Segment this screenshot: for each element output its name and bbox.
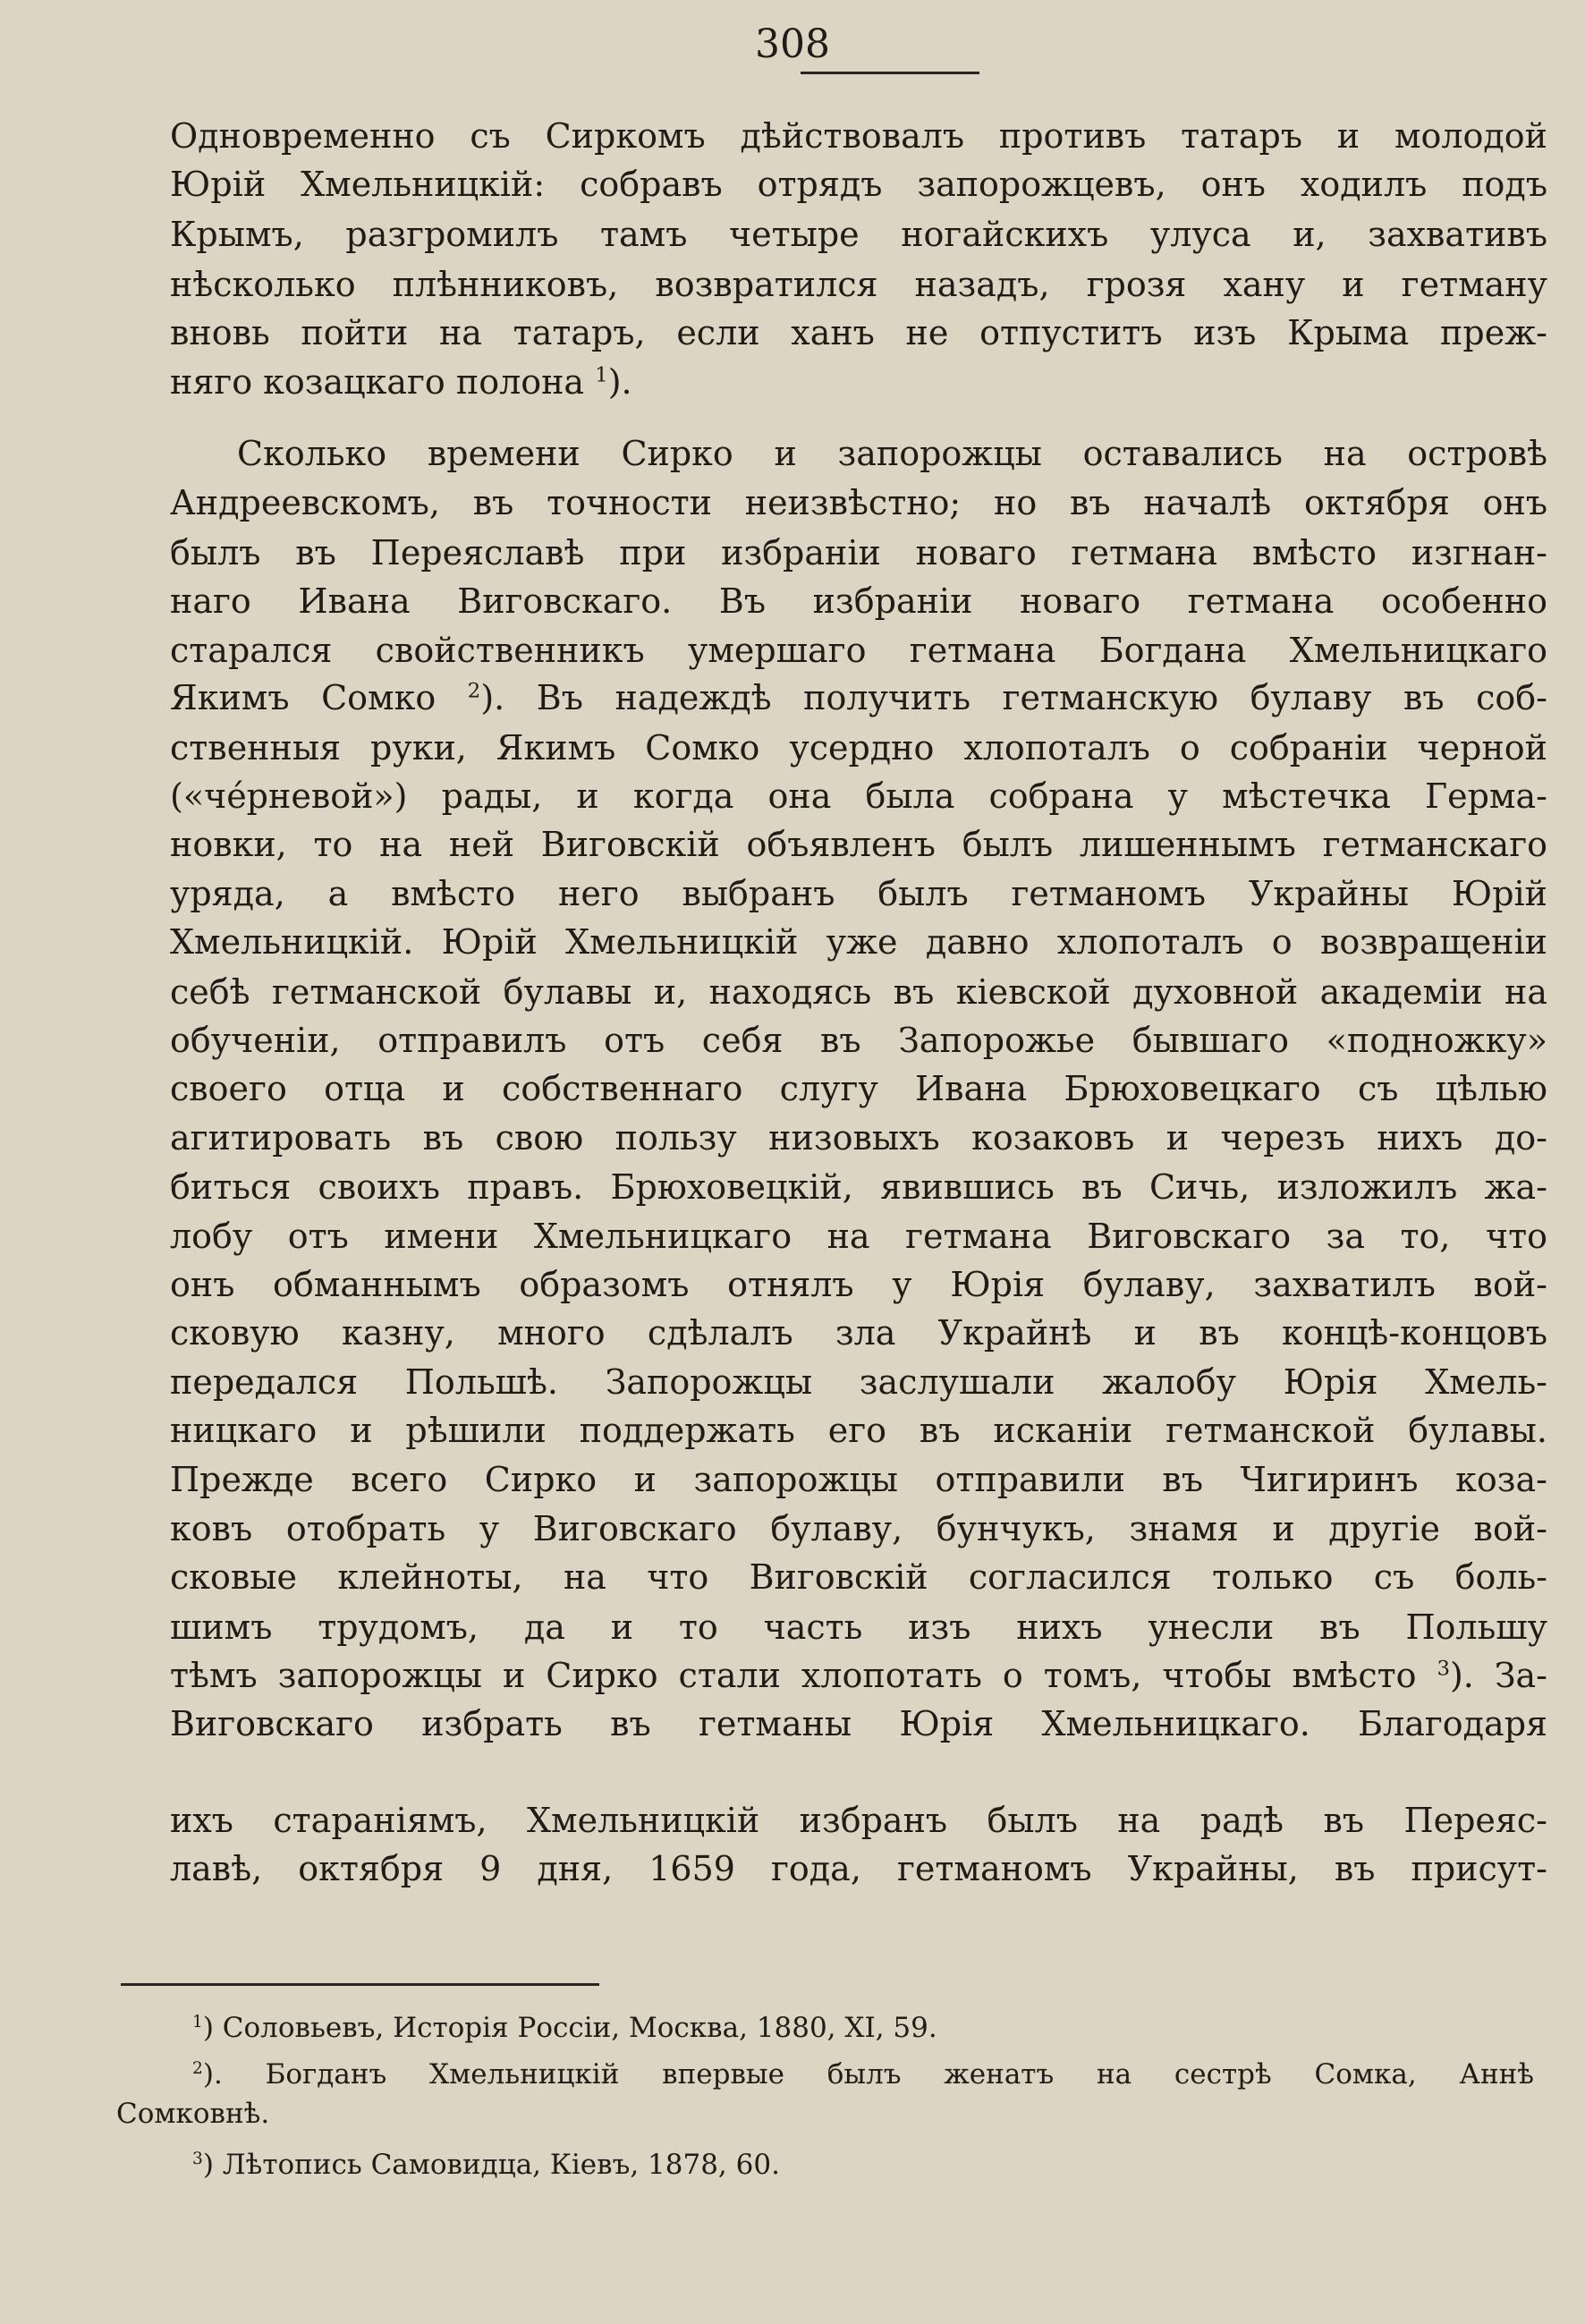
text-segment: ). За-	[1449, 1656, 1547, 1695]
text-line: Хмельницкій. Юрій Хмельницкій уже давно хлопоталъ о возвращеніи	[170, 922, 1547, 962]
footnote-number: 3	[192, 2149, 203, 2168]
text-line: Одновременно съ Сиркомъ дѣйствовалъ противъ татаръ и молодой	[170, 116, 1547, 156]
text-segment: ). Въ надеждѣ получить гетманскую булаву въ соб-	[480, 678, 1547, 717]
text-line: себѣ гетманской булавы и, находясь въ кіевской духовной академіи на	[170, 972, 1547, 1012]
footnote-text: ) Лѣтопись Самовидца, Кіевъ, 1878, 60.	[202, 2149, 780, 2181]
text-line: Прежде всего Сирко и запорожцы отправили въ Чигиринъ коза-	[170, 1460, 1547, 1499]
text-line: передался Польшѣ. Запорожцы заслушали жалобу Юрія Хмель-	[170, 1362, 1547, 1402]
text-line: своего отца и собственнаго слугу Ивана Брюховецкаго съ цѣлью	[170, 1069, 1547, 1108]
footnote-number: 1	[192, 2012, 203, 2031]
text-line: старался свойственникъ умершаго гетмана Богдана Хмельницкаго	[170, 631, 1547, 670]
footnote-number: 2	[192, 2058, 203, 2078]
footnote-rule	[121, 1983, 599, 1986]
text-line: ственныя руки, Якимъ Сомко усердно хлопоталъ о собраніи черной	[170, 728, 1547, 768]
text-line	[170, 674, 1547, 721]
text-line: онъ обманнымъ образомъ отнялъ у Юрія булаву, захватилъ вой-	[170, 1265, 1547, 1304]
text-segment: няго козацкаго полона	[170, 362, 585, 402]
text-line	[170, 1894, 1547, 1940]
page-number: 308	[755, 21, 830, 67]
footnote-ref: 1	[595, 363, 608, 387]
text-line: наго Ивана Виговскаго. Въ избраніи новаго гетмана особенно	[170, 581, 1547, 621]
text-line: биться своихъ правъ. Брюховецкій, явившись въ Сичь, изложилъ жа-	[170, 1167, 1547, 1207]
text-line: ницкаго и рѣшили поддержать его въ исканіи гетманской булавы.	[170, 1411, 1547, 1450]
text-line: уряда, а вмѣсто него выбранъ былъ гетманомъ Украйны Юрій	[170, 874, 1547, 913]
footnote-ref: 2	[467, 679, 481, 703]
text-line: былъ въ Переяславѣ при избраніи новаго гетмана вмѣсто изгнан-	[170, 533, 1547, 573]
footnote-text: ) Соловьевъ, Исторія Россіи, Москва, 1880, XI, 59.	[202, 2012, 937, 2044]
text-segment: Якимъ Сомко	[170, 678, 437, 717]
text-line: Андреевскомъ, въ точности неизвѣстно; но въ началѣ октября онъ	[170, 483, 1547, 522]
text-line: шимъ трудомъ, да и то часть изъ нихъ унесли въ Польшу	[170, 1607, 1547, 1647]
text-segment: тѣмъ запорожцы и Сирко стали хлопотать о томъ, чтобы вмѣсто	[170, 1656, 1417, 1695]
text-line: сковые клейноты, на что Виговскій согласился только съ боль-	[170, 1557, 1547, 1597]
text-line	[170, 359, 1547, 405]
text-line: обученіи, отправилъ отъ себя въ Запорожье бывшаго «подножку»	[170, 1021, 1547, 1060]
footnote-continuation: Сомковнѣ.	[116, 2098, 270, 2130]
text-line: Сколько времени Сирко и запорожцы оставались на островѣ	[237, 434, 1547, 473]
text-segment: ).	[607, 362, 632, 402]
header-rule	[801, 72, 979, 74]
text-line: Виговскаго избрать въ гетманы Юрія Хмельницкаго. Благодаря	[170, 1704, 1547, 1743]
text-line: ихъ стараніямъ, Хмельницкій избранъ былъ на радѣ въ Переяс-	[170, 1801, 1547, 1840]
text-line: нѣсколько плѣнниковъ, возвратился назадъ, грозя хану и гетману	[170, 265, 1547, 304]
footnote-ref: 3	[1437, 1657, 1450, 1681]
text-line: лобу отъ имени Хмельницкаго на гетмана Виговскаго за то, что	[170, 1217, 1547, 1256]
footnote-text: ). Богданъ Хмельницкій впервые былъ женатъ на сестрѣ Сомка, Аннѣ	[202, 2058, 1534, 2091]
text-line: новки, то на ней Виговскій объявленъ былъ лишеннымъ гетманскаго	[170, 825, 1547, 864]
footnote	[192, 2144, 1534, 2185]
footnote	[192, 2007, 1534, 2048]
text-line: Юрій Хмельницкій: собравъ отрядъ запорожцевъ, онъ ходилъ подъ	[170, 165, 1547, 204]
text-line: Крымъ, разгромилъ тамъ четыре ногайскихъ улуса и, захвативъ	[170, 215, 1547, 254]
text-line: сковую казну, много сдѣлалъ зла Украйнѣ и въ концѣ-концовъ	[170, 1313, 1547, 1353]
text-line: ковъ отобрать у Виговскаго булаву, бунчукъ, знамя и другіе вой-	[170, 1509, 1547, 1548]
text-line: («че́рневой») рады, и когда она была собрана у мѣстечка Герма-	[170, 776, 1547, 816]
text-line: вновь пойти на татаръ, если ханъ не отпуститъ изъ Крыма преж-	[170, 313, 1547, 352]
footnote	[192, 2054, 1534, 2095]
text-line	[170, 1652, 1547, 1699]
text-line: агитировать въ свою пользу низовыхъ козаковъ и черезъ нихъ до-	[170, 1118, 1547, 1158]
text-line: лавѣ, октября 9 дня, 1659 года, гетманомъ Украйны, въ присут-	[170, 1849, 1547, 1888]
